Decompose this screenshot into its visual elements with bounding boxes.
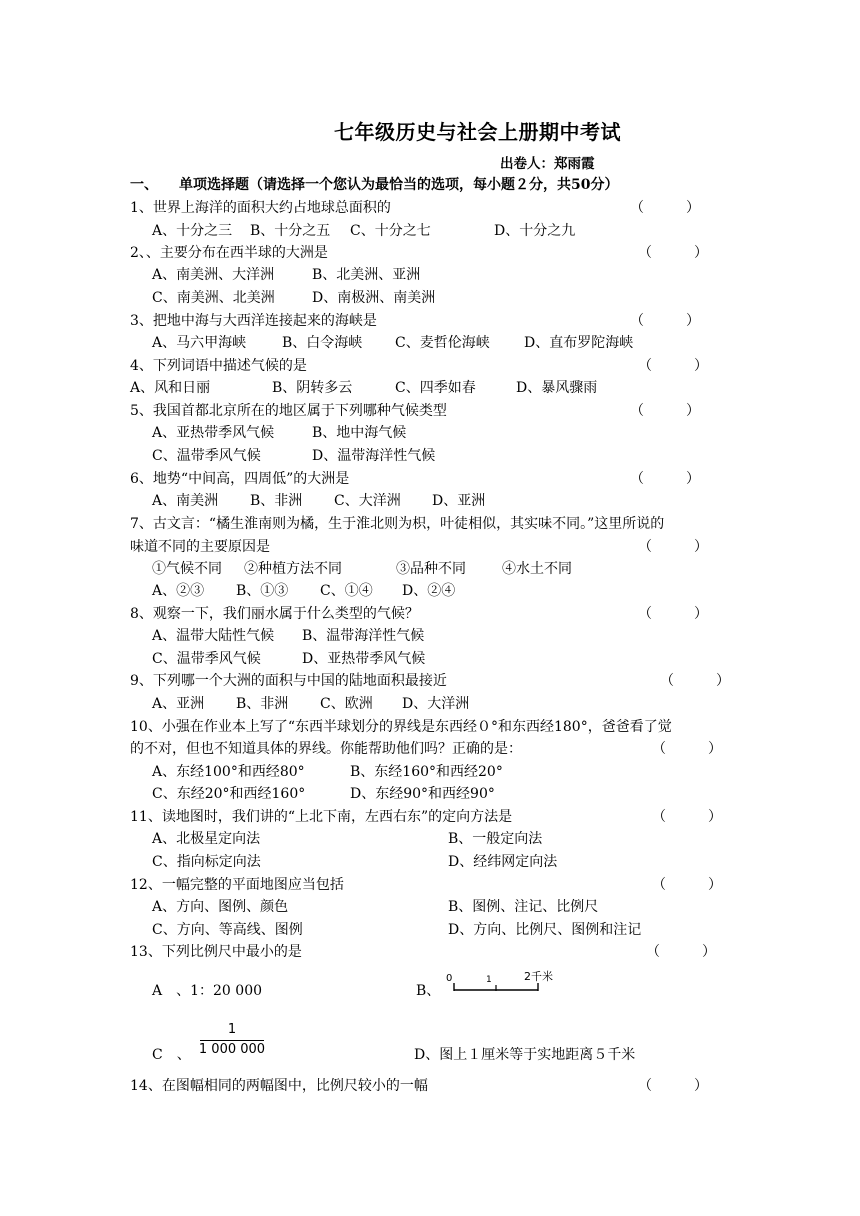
- question-9-option-c: C、欧洲: [320, 696, 373, 712]
- question-10-stem-line-2: 的不对，但也不知道具体的界线。你能帮助他们吗？正确的是：: [130, 741, 522, 757]
- question-8-stem: 8、观察一下，我们丽水属于什么类型的气候？: [130, 606, 419, 622]
- question-7-item-2: ②种植方法不同: [244, 561, 342, 577]
- page-title: 七年级历史与社会上册期中考试: [334, 120, 621, 144]
- scale-label-1: 1: [486, 975, 492, 985]
- question-3-option-d: D、直布罗陀海峡: [524, 335, 634, 351]
- question-4-option-b: B、阴转多云: [272, 380, 353, 396]
- question-13-option-c: C 、: [152, 1047, 191, 1063]
- section-heading: 一、 单项选择题（请选择一个您认为最恰当的选项，每小题２分，共50分）: [130, 177, 619, 193]
- question-11-stem: 11、读地图时，我们讲的“上北下南，左西右东”的定向方法是: [130, 809, 513, 825]
- question-8-option-d: D、亚热带季风气候: [302, 651, 426, 667]
- question-9-answer-blank: （ ）: [660, 673, 730, 689]
- fraction-bar: [200, 1040, 264, 1041]
- scale-label-0: 0: [446, 973, 453, 984]
- question-14-answer-blank: （ ）: [638, 1078, 708, 1094]
- question-1-option-d: D、十分之九: [494, 223, 576, 239]
- question-1-answer-blank: （ ）: [630, 200, 700, 216]
- question-12-answer-blank: （ ）: [652, 877, 722, 893]
- question-5-option-d: D、温带海洋性气候: [312, 448, 436, 464]
- question-2-stem: 2、、主要分布在西半球的大洲是: [130, 245, 328, 261]
- question-6-option-d: D、亚洲: [432, 493, 486, 509]
- question-11-answer-blank: （ ）: [652, 809, 722, 825]
- question-13-option-d: D、图上１厘米等于实地距离５千米: [414, 1047, 636, 1063]
- fraction-scale-figure: [196, 1022, 268, 1060]
- question-12-stem: 12、一幅完整的平面地图应当包括: [130, 877, 344, 893]
- question-8-answer-blank: （ ）: [638, 606, 708, 622]
- question-2-answer-blank: （ ）: [638, 245, 708, 261]
- question-7-option-b: B、①③: [236, 583, 289, 599]
- question-5-stem: 5、我国首都北京所在的地区属于下列哪种气候类型: [130, 403, 447, 419]
- question-5-option-b: B、地中海气候: [312, 425, 407, 441]
- question-3-option-c: C、麦哲伦海峡: [395, 335, 490, 351]
- question-9-option-a: A、亚洲: [152, 696, 205, 712]
- question-5-option-c: C、温带季风气候: [152, 448, 261, 464]
- question-11-option-d: D、经纬网定向法: [448, 854, 558, 870]
- question-7-answer-blank: （ ）: [638, 539, 708, 555]
- question-3-stem: 3、把地中海与大西洋连接起来的海峡是: [130, 313, 377, 329]
- question-1-option-a: A、十分之三: [152, 223, 233, 239]
- scale-label-2: 2千米: [524, 970, 553, 983]
- question-9-stem: 9、下列哪一个大洲的面积与中国的陆地面积最接近: [130, 673, 447, 689]
- question-6-answer-blank: （ ）: [630, 471, 700, 487]
- question-10-option-a: A、东经100°和西经80°: [152, 764, 305, 780]
- question-13-option-b: B、: [416, 983, 441, 999]
- question-6-stem: 6、地势“中间高，四周低”的大洲是: [130, 471, 350, 487]
- question-2-option-d: D、南极洲、南美洲: [312, 290, 436, 306]
- question-10-option-c: C、东经20°和西经160°: [152, 786, 306, 802]
- question-14-stem: 14、在图幅相同的两幅图中，比例尺较小的一幅: [130, 1078, 428, 1094]
- author-line: 出卷人：郑雨霞: [500, 156, 595, 172]
- question-9-option-d: D、大洋洲: [402, 696, 470, 712]
- line-scale-figure: [440, 970, 570, 1000]
- question-6-option-b: B、非洲: [250, 493, 303, 509]
- question-4-option-c: C、四季如春: [395, 380, 476, 396]
- question-7-item-1: ①气候不同: [152, 561, 222, 577]
- question-12-option-c: C、方向、等高线、图例: [152, 922, 303, 938]
- question-10-option-b: B、东经160°和西经20°: [350, 764, 503, 780]
- question-4-option-d: D、暴风骤雨: [516, 380, 598, 396]
- question-9-option-b: B、非洲: [236, 696, 289, 712]
- question-2-option-c: C、南美洲、北美洲: [152, 290, 275, 306]
- question-11-option-b: B、一般定向法: [448, 831, 543, 847]
- question-10-stem-line-1: 10、小强在作业本上写了“东西半球划分的界线是东西经０°和东西经180°，爸爸看了觉: [130, 719, 672, 735]
- question-3-option-b: B、白令海峡: [282, 335, 363, 351]
- question-7-stem-line-2: 味道不同的主要原因是: [130, 539, 270, 555]
- question-10-option-d: D、东经90°和西经90°: [350, 786, 495, 802]
- question-1-option-c: C、十分之七: [350, 223, 431, 239]
- question-2-option-b: B、北美洲、亚洲: [312, 267, 421, 283]
- question-7-item-3: ③品种不同: [396, 561, 466, 577]
- question-13-stem: 13、下列比例尺中最小的是: [130, 944, 302, 960]
- question-7-option-c: C、①④: [320, 583, 373, 599]
- question-13-option-a: A 、1：20 000: [152, 983, 263, 999]
- question-7-stem-line-1: 7、古文言：“橘生淮南则为橘，生于淮北则为枳，叶徒相似，其实味不同。”这里所说的: [130, 516, 665, 532]
- question-7-option-d: D、②④: [402, 583, 456, 599]
- question-7-item-4: ④水土不同: [502, 561, 572, 577]
- question-11-option-a: A、北极星定向法: [152, 831, 261, 847]
- question-4-option-a: A、风和日丽: [130, 380, 211, 396]
- question-11-option-c: C、指向标定向法: [152, 854, 261, 870]
- question-4-stem: 4、下列词语中描述气候的是: [130, 358, 307, 374]
- question-5-option-a: A、亚热带季风气候: [152, 425, 275, 441]
- question-4-answer-blank: （ ）: [638, 358, 708, 374]
- question-8-option-b: B、温带海洋性气候: [302, 628, 425, 644]
- fraction-denominator: 1 000 000: [198, 1042, 266, 1057]
- question-3-option-a: A、马六甲海峡: [152, 335, 247, 351]
- question-2-option-a: A、南美洲、大洋洲: [152, 267, 275, 283]
- question-1-stem: 1、世界上海洋的面积大约占地球总面积的: [130, 200, 391, 216]
- question-12-option-b: B、图例、注记、比例尺: [448, 899, 599, 915]
- question-1-option-b: B、十分之五: [250, 223, 331, 239]
- fraction-numerator: 1: [227, 1022, 237, 1037]
- question-7-option-a: A、②③: [152, 583, 205, 599]
- question-3-answer-blank: （ ）: [630, 313, 700, 329]
- question-6-option-c: C、大洋洲: [334, 493, 401, 509]
- question-13-answer-blank: （ ）: [646, 944, 716, 960]
- question-8-option-c: C、温带季风气候: [152, 651, 261, 667]
- question-5-answer-blank: （ ）: [630, 403, 700, 419]
- question-12-option-a: A、方向、图例、颜色: [152, 899, 289, 915]
- question-8-option-a: A、温带大陆性气候: [152, 628, 275, 644]
- question-12-option-d: D、方向、比例尺、图例和注记: [448, 922, 642, 938]
- question-10-answer-blank: （ ）: [652, 741, 722, 757]
- question-6-option-a: A、南美洲: [152, 493, 219, 509]
